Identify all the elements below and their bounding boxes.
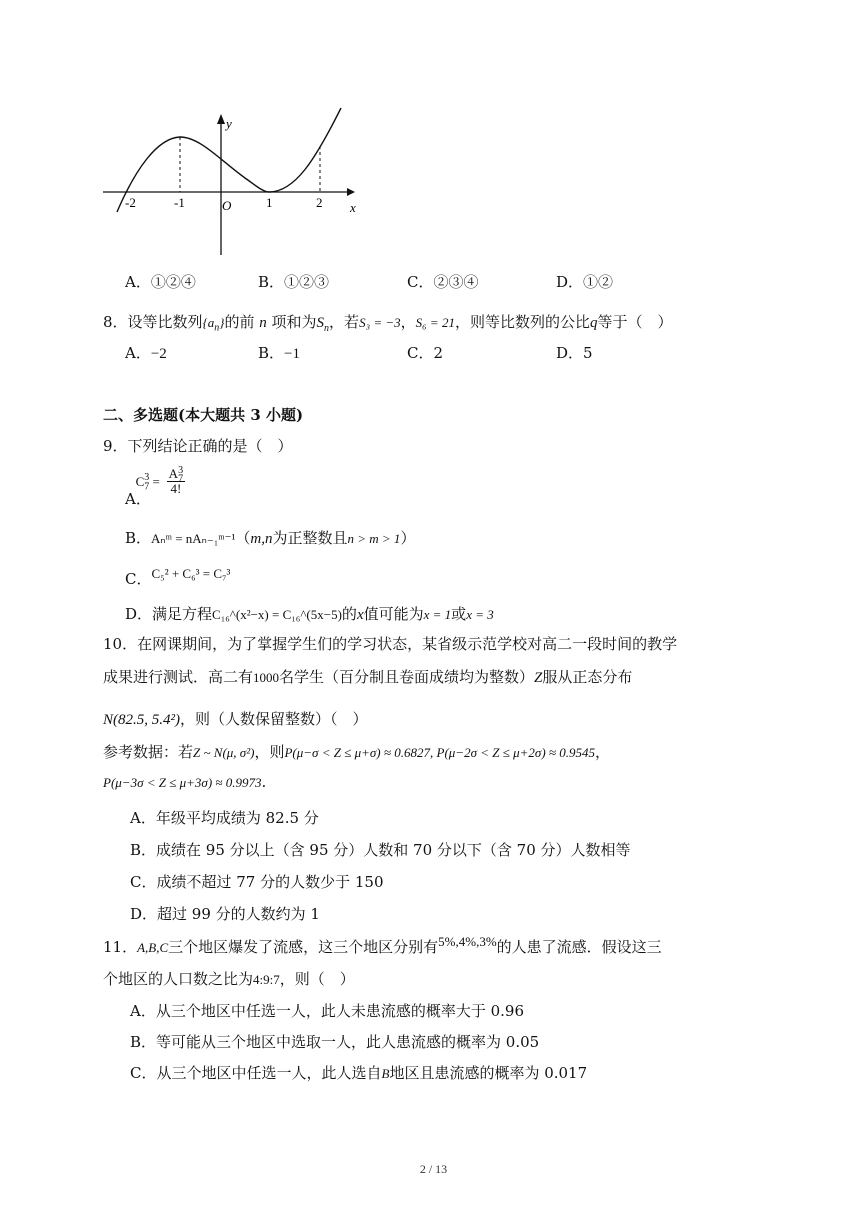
tick-label-1: 1 bbox=[266, 195, 273, 210]
q9-option-b-label: B． bbox=[125, 529, 152, 547]
q8-cond2: S₆ = 21 bbox=[415, 315, 455, 330]
q10-ref-p3: P(μ−3σ < Z ≤ μ+3σ) ≈ 0.9973 bbox=[103, 775, 262, 790]
q9-a-C: C bbox=[135, 473, 145, 489]
q10-option-d[interactable]: D．超过 99 分的人数约为 1 bbox=[130, 905, 320, 923]
origin-label: O bbox=[222, 198, 232, 213]
q9-d-text2: 值可能为 bbox=[363, 605, 424, 623]
q9-option-a[interactable] bbox=[125, 464, 203, 508]
tick-label-neg2: -2 bbox=[125, 195, 136, 210]
q8-cond1: S₃ = −3 bbox=[359, 315, 401, 330]
q10-ref-dot: . bbox=[261, 773, 267, 791]
q8-S bbox=[316, 315, 330, 334]
q8-option-a-value: −2 bbox=[150, 346, 167, 362]
q8-S-sub: n bbox=[324, 323, 330, 334]
q10-option-a[interactable]: A．年级平均成绩为 82.5 分 bbox=[130, 809, 319, 827]
q10-option-b[interactable]: B．成绩在 95 分以上（含 95 分）人数和 70 分以下（含 70 分）人数相等 bbox=[130, 841, 631, 859]
q9-b-text: 为正整数且 bbox=[272, 529, 348, 547]
q11-c-B: B bbox=[381, 1066, 390, 1081]
q9-option-d-label: D．满足方程 bbox=[125, 605, 213, 623]
q8-option-b-label: B． bbox=[258, 344, 285, 362]
q8-seq bbox=[202, 315, 225, 334]
q9-option-d[interactable] bbox=[125, 603, 494, 624]
q8-option-d[interactable]: D．5 bbox=[556, 344, 593, 362]
q10-reference bbox=[103, 741, 610, 762]
y-axis-arrow bbox=[217, 114, 225, 124]
q9-option-a-fraction: $\frac{A_7^3}{4!}$ bbox=[168, 464, 184, 496]
q10-line2 bbox=[103, 666, 632, 687]
q10-reference-line2 bbox=[103, 773, 266, 791]
tick-label-2: 2 bbox=[316, 195, 323, 210]
q10-ref-comma: ， bbox=[595, 743, 611, 761]
q10-option-c[interactable]: C．成绩不超过 77 分的人数少于 150 bbox=[130, 873, 384, 891]
section-title: 二、多选题(本大题共 3 小题) bbox=[103, 406, 304, 424]
q10-ref-then: ，则 bbox=[254, 743, 285, 761]
q9-b-cond: n > m > 1 bbox=[347, 531, 401, 546]
q11-option-c[interactable] bbox=[130, 1062, 587, 1083]
q11-c-pre: C．从三个地区中任选一人，此人选自 bbox=[130, 1064, 382, 1082]
q9-option-c[interactable] bbox=[125, 562, 231, 588]
q8-seq-close: } bbox=[219, 315, 225, 330]
q11-line2-b: ，则（ ） bbox=[279, 970, 355, 988]
q10-line2-c: 服从正态分布 bbox=[542, 668, 633, 686]
q8-n: n bbox=[259, 315, 267, 331]
q9-option-a-label: A． bbox=[125, 489, 151, 508]
q8-option-b[interactable] bbox=[258, 342, 300, 363]
q9-option-c-formula: C₅² + C₆³ = C₇³ bbox=[151, 566, 231, 581]
q9-option-b-formula: Aₙᵐ = nAₙ₋₁ᵐ⁻¹ bbox=[151, 531, 236, 546]
q9-d-v2: x = 3 bbox=[466, 607, 494, 622]
q10-line2-num: 1000 bbox=[253, 670, 280, 685]
q10-line1: 10．在网课期间，为了掌握学生们的学习状态，某省级示范学校对高二一段时间的教学 bbox=[103, 635, 678, 653]
q8-seq-sub: n bbox=[214, 322, 220, 334]
q11-percentages: 5%,4%,3% bbox=[438, 934, 497, 949]
q11-text2: 的人患了流感．假设这三 bbox=[496, 938, 662, 956]
q7-option-b[interactable]: B．①②③ bbox=[258, 273, 330, 291]
q9-stem: 9．下列结论正确的是（ ） bbox=[103, 437, 293, 455]
q10-line2-Z: Z bbox=[534, 670, 543, 686]
q9-option-d-formula: C₁₆^(x²−x) = C₁₆^(5x−5) bbox=[212, 607, 342, 622]
q9-option-a-lhs: $C_7^3$ = bbox=[135, 472, 160, 493]
q10-line3-text: ，则（人数保留整数）（ ） bbox=[180, 710, 368, 728]
q11-text1: 三个地区爆发了流感，这三个地区分别有 bbox=[168, 938, 439, 956]
q8-option-a-label: A． bbox=[125, 344, 151, 362]
tick-label-neg1: -1 bbox=[174, 195, 185, 210]
q9-a-A: A bbox=[168, 466, 179, 481]
q8-option-c[interactable]: C．2 bbox=[407, 344, 444, 362]
q9-option-c-label: C． bbox=[125, 570, 152, 588]
q11-option-a[interactable]: A．从三个地区中任选一人，此人未患流感的概率大于 0.96 bbox=[130, 1002, 525, 1020]
x-axis-arrow bbox=[347, 188, 355, 196]
q9-b-paren-open: （ bbox=[235, 529, 251, 547]
q9-d-v1: x = 1 bbox=[423, 607, 452, 622]
q9-option-b[interactable] bbox=[125, 527, 415, 548]
q8-stem-mid2: 项和为 bbox=[271, 313, 317, 331]
q10-line2-a: 成果进行测试．高二有 bbox=[103, 668, 254, 686]
q11-line2 bbox=[103, 968, 355, 989]
q7-option-d[interactable]: D．①② bbox=[556, 273, 614, 291]
q8-stem-prefix: 8．设等比数列 bbox=[103, 313, 203, 331]
q8-sep: ， bbox=[400, 313, 416, 331]
q8-seq-open: {a bbox=[202, 315, 215, 330]
q11-number: 11． bbox=[103, 938, 138, 956]
q8-stem-mid3: ，若 bbox=[329, 313, 360, 331]
q8-stem-end: 等于（ ） bbox=[597, 313, 673, 331]
q9-d-text1: 的 bbox=[341, 605, 357, 623]
q11-ratio: 4:9:7 bbox=[253, 972, 280, 987]
function-graph bbox=[95, 100, 370, 262]
q10-distribution: N(82.5, 5.4²) bbox=[103, 712, 180, 728]
q9-b-mn: m,n bbox=[250, 531, 273, 547]
q8-S-letter: S bbox=[316, 315, 325, 331]
q9-d-or: 或 bbox=[451, 605, 467, 623]
q11-c-post: 地区且患流感的概率为 0.017 bbox=[389, 1064, 588, 1082]
q9-a-denominator: 4! bbox=[170, 481, 182, 496]
x-axis-label: x bbox=[350, 200, 356, 215]
q8-q: q bbox=[589, 315, 598, 331]
q7-option-c[interactable]: C．②③④ bbox=[407, 273, 479, 291]
q10-line3 bbox=[103, 708, 368, 729]
q11-abc: A,B,C bbox=[137, 940, 169, 955]
q10-ref-dist: Z ~ N(μ, σ²) bbox=[193, 745, 255, 760]
q10-ref-p1: P(μ−σ < Z ≤ μ+σ) ≈ 0.6827, P(μ−2σ < Z ≤ μ+2σ) ≈ 0.9545 bbox=[284, 745, 596, 760]
q11-line1 bbox=[103, 936, 662, 957]
q9-b-paren-close: ） bbox=[400, 529, 416, 547]
y-axis-label: y bbox=[226, 116, 232, 131]
q8-stem-mid1: 的前 bbox=[224, 313, 255, 331]
q10-ref-label: 参考数据：若 bbox=[103, 743, 194, 761]
page-number: 2 / 13 bbox=[419, 1162, 448, 1176]
q8-option-b-value: −1 bbox=[284, 346, 300, 362]
q8-stem bbox=[103, 311, 672, 332]
q9-d-x: x bbox=[356, 607, 364, 623]
q11-option-b[interactable]: B．等可能从三个地区中选取一人，此人患流感的概率为 0.05 bbox=[130, 1033, 540, 1051]
q8-stem-mid4: ，则等比数列的公比 bbox=[454, 313, 590, 331]
q11-line2-a: 个地区的人口数之比为 bbox=[103, 970, 254, 988]
q8-option-a[interactable] bbox=[125, 342, 167, 363]
q7-option-a[interactable]: A．①②④ bbox=[125, 273, 196, 291]
q10-line2-b: 名学生（百分制且卷面成绩均为整数） bbox=[279, 668, 535, 686]
